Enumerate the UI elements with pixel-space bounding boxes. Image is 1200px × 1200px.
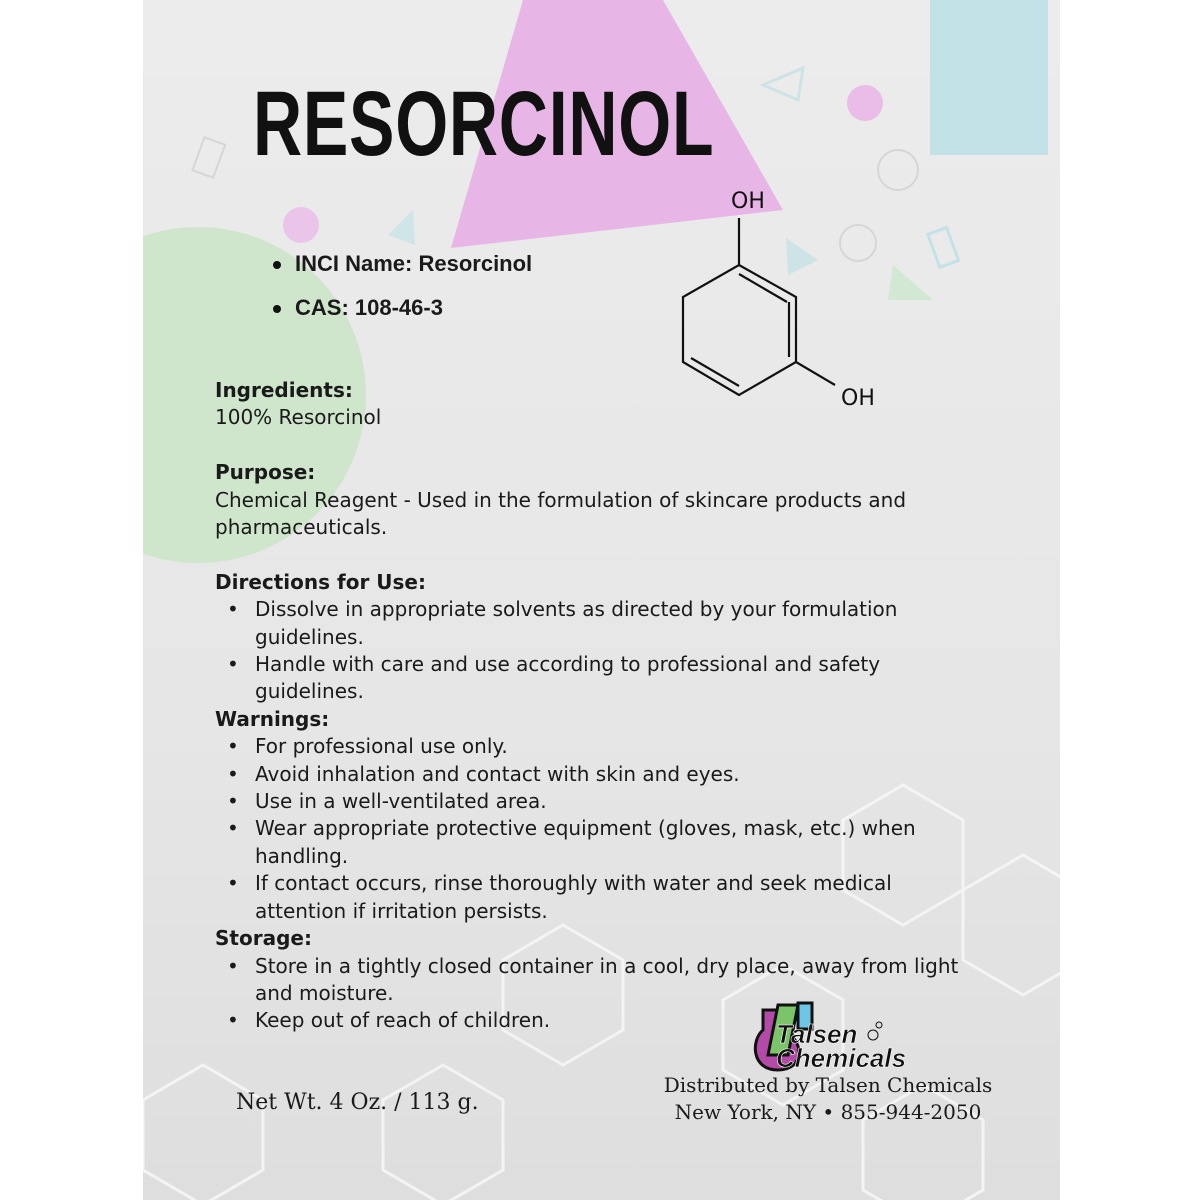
warnings-item: • Avoid inhalation and contact with skin and eyes.	[215, 761, 995, 788]
ingredients-text: 100% Resorcinol	[215, 405, 382, 430]
warnings-item: • If contact occurs, rinse thoroughly with water and seek medical attention if irritation persists.	[215, 870, 915, 925]
warnings-item: • Wear appropriate protective equipment (gloves, mask, etc.) when handling.	[215, 815, 935, 870]
cas-number	[273, 295, 443, 321]
inci-name	[273, 251, 532, 277]
warnings-heading: Warnings:	[215, 706, 330, 731]
distributor-line: Distributed by Talsen Chemicals	[663, 1073, 993, 1097]
inci-name-text: INCI Name: Resorcinol	[295, 251, 533, 276]
oh-top-label: OH	[731, 189, 765, 214]
logo-line1: Talsen	[776, 1019, 858, 1049]
label-body	[215, 377, 995, 1035]
product-label	[143, 0, 1060, 1200]
net-weight: Net Wt. 4 Oz. / 113 g.	[236, 1090, 479, 1115]
distributor-info	[658, 1072, 998, 1126]
warnings-item: • For professional use only.	[215, 733, 995, 760]
logo-line2: Chemicals	[776, 1043, 907, 1073]
storage-heading: Storage:	[215, 926, 312, 951]
oh-side-label: OH	[841, 386, 875, 411]
storage-item: • Keep out of reach of children.	[215, 1007, 995, 1034]
warnings-item: • Use in a well-ventilated area.	[215, 788, 995, 815]
purpose-text: Chemical Reagent - Used in the formulation of skincare products and pharmaceuticals.	[215, 487, 907, 540]
purpose-heading: Purpose:	[215, 460, 316, 485]
cas-number-text: CAS: 108-46-3	[295, 295, 443, 320]
blue-rectangle	[930, 0, 1048, 155]
talsen-chemicals-logo	[743, 995, 943, 1075]
distributor-contact: New York, NY • 855-944-2050	[674, 1100, 982, 1124]
ingredients-heading: Ingredients:	[215, 378, 353, 402]
directions-item: • Dissolve in appropriate solvents as directed by your formulation guidelines.	[215, 596, 915, 651]
directions-item: • Handle with care and use according to professional and safety guidelines.	[215, 651, 915, 706]
directions-heading: Directions for Use:	[215, 569, 426, 594]
product-title: RESORCINOL	[253, 73, 715, 175]
storage-item: • Store in a tightly closed container in a cool, dry place, away from light and moisture.	[215, 953, 985, 1008]
